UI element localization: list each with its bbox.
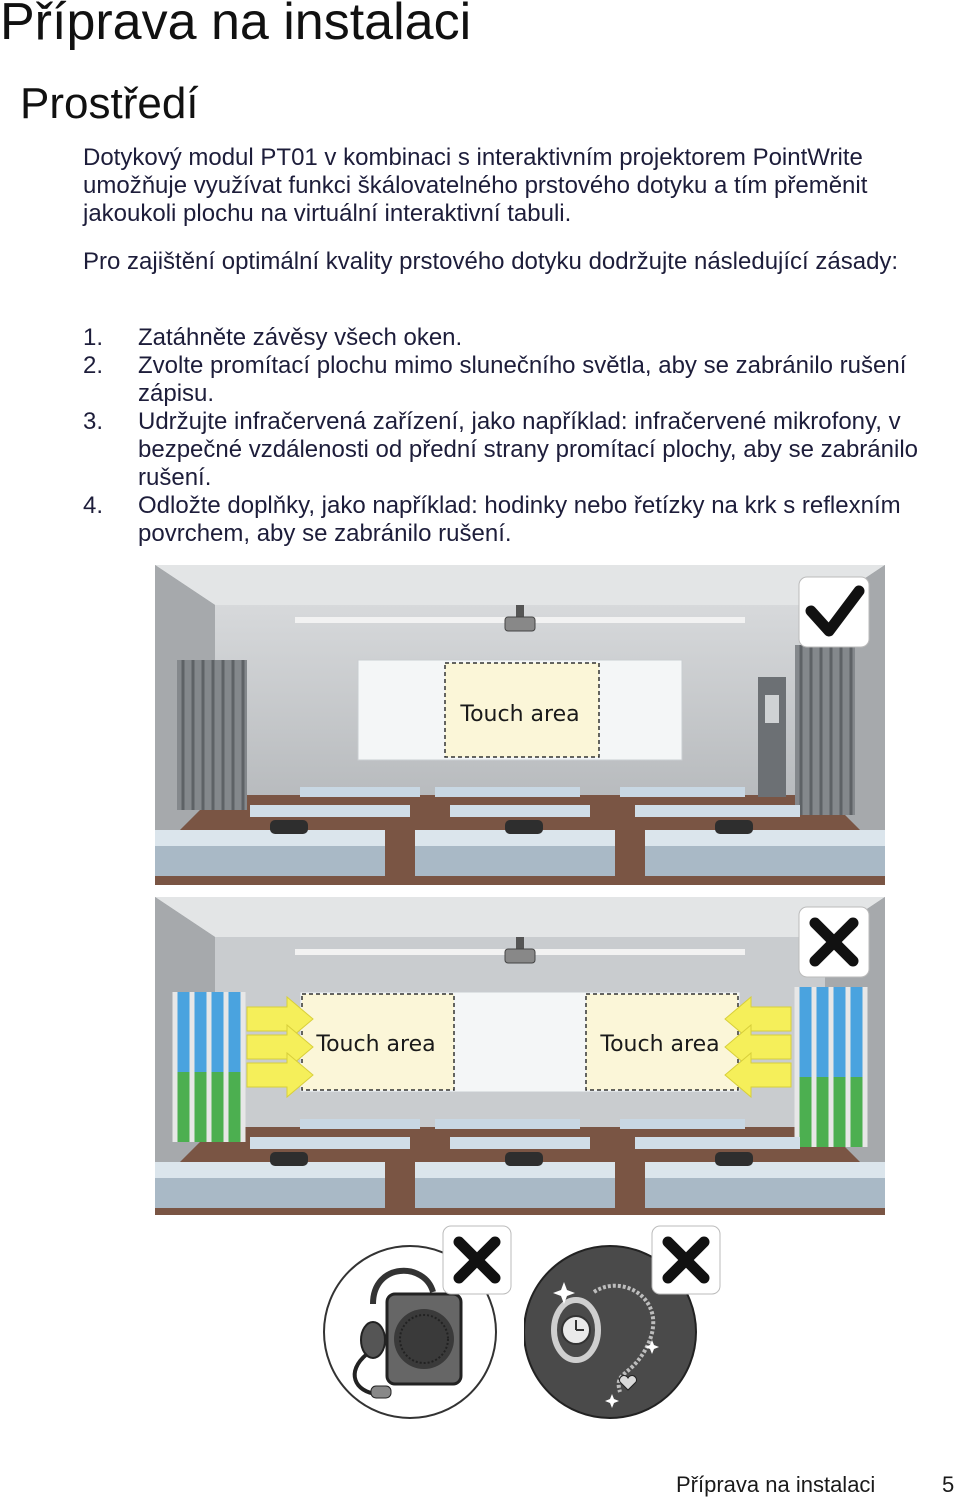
rule-text: Odložte doplňky, jako například: hodinky nebo řetízky na krk s reflexním povrchem, aby se zabránilo rušení. xyxy=(138,492,901,547)
page-title: Příprava na instalaci xyxy=(0,0,472,51)
rule-number: 2. xyxy=(83,352,104,379)
sunlight-arrows-left xyxy=(247,997,313,1097)
rule-number: 4. xyxy=(83,492,104,519)
rule-number: 1. xyxy=(83,324,104,351)
intro-paragraph: Dotykový modul PT01 v kombinaci s interaktivním projektorem PointWrite umožňuje využívat funkci škálovatelného prstového dotyku a tím přeměnit jakoukoli plochu na virtuální interaktivní tabuli. xyxy=(83,144,868,227)
curtain-left xyxy=(177,660,247,810)
check-icon xyxy=(799,577,869,647)
cross-icon xyxy=(799,907,869,977)
rule-item xyxy=(83,408,953,492)
microphone-illustration xyxy=(315,1222,515,1422)
touch-area-label-left: Touch area xyxy=(316,1032,436,1057)
rule-text: Zatáhněte závěsy všech oken. xyxy=(138,324,463,351)
rule-item xyxy=(83,352,953,408)
door xyxy=(758,677,786,797)
sunlight-arrows-right xyxy=(725,997,791,1097)
classroom-correct-illustration xyxy=(155,565,885,885)
classroom-incorrect-illustration xyxy=(155,897,885,1215)
rule-item xyxy=(83,492,953,548)
footer-section-title: Příprava na instalaci xyxy=(676,1472,876,1497)
jewelry-illustration xyxy=(524,1222,724,1422)
touch-area-label: Touch area xyxy=(460,702,580,727)
touch-area-label-right: Touch area xyxy=(600,1032,720,1057)
rule-text: Zvolte promítací plochu mimo slunečního světla, aby se zabránilo rušení zápisu. xyxy=(138,352,907,407)
rule-number: 3. xyxy=(83,408,104,435)
cross-icon xyxy=(443,1226,511,1294)
rule-item xyxy=(83,324,953,352)
rules-list xyxy=(83,324,953,548)
window-right xyxy=(795,987,865,1147)
rule-text: Udržujte infračervená zařízení, jako například: infračervené mikrofony, v bezpečné vzdálenosti od přední strany promítací plochy, aby se zabránilo rušení. xyxy=(138,408,918,491)
page-number: 5 xyxy=(942,1472,955,1497)
rules-intro-paragraph: Pro zajištění optimální kvality prstového dotyku dodržujte následující zásady: xyxy=(83,248,899,275)
cross-icon xyxy=(652,1226,720,1294)
curtain-right xyxy=(795,645,855,815)
window-left xyxy=(173,992,243,1142)
section-title: Prostředí xyxy=(20,79,199,128)
